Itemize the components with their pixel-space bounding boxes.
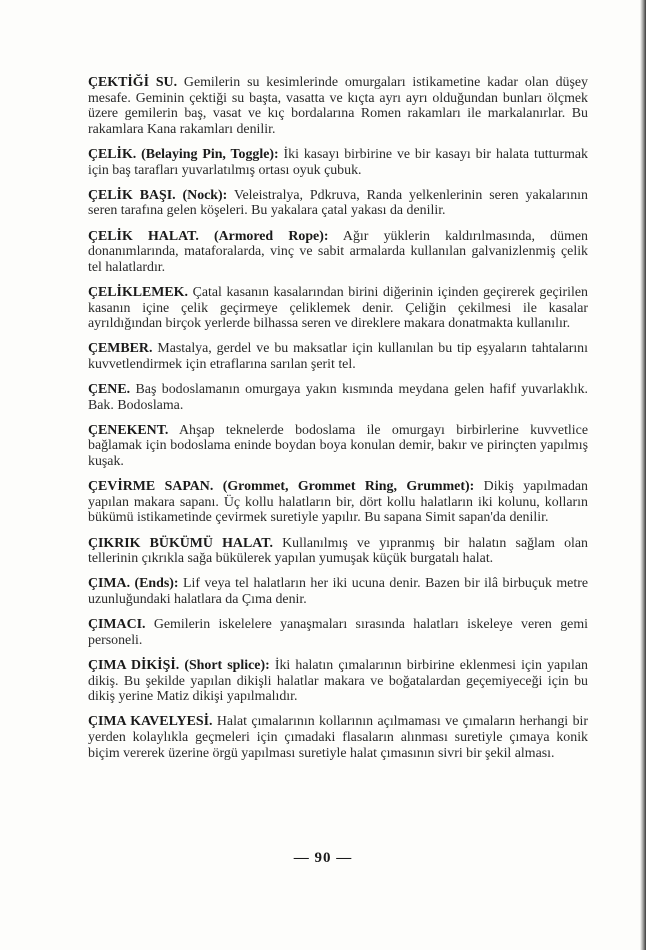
entry-cevirme-sapan bbox=[88, 479, 588, 526]
entry-cember bbox=[88, 341, 588, 372]
entry-cikrik-bukumu-halat bbox=[88, 536, 588, 567]
entry-term: ÇEKTİĞİ SU. bbox=[88, 75, 178, 90]
entry-term: ÇIKRIK BÜKÜMÜ HALAT. bbox=[88, 535, 273, 551]
entry-definition: Çatal kasanın kasalarından birini diğerinin içinden geçirerek geçirilen kasanın içine çelik geçirmeye çeliklemek denir. Çeliğin çekilmesi ile kasalar ayrıldığından birçok yerlerde bilhassa seren ve direklere makara donatmakta kullanılır. bbox=[88, 284, 588, 332]
entry-cektigi-su bbox=[88, 75, 588, 137]
entry-term: ÇIMA KAVELYESİ. bbox=[88, 714, 213, 730]
entry-definition: Lif veya tel halatların her iki ucuna denir. Bazen bir ilâ birbuçuk metre uzunluğundaki halatlara da Çıma denir. bbox=[88, 576, 589, 607]
entry-definition: Gemilerin iskelelere yanaşmaları sırasında halatları iskeleye veren gemi personeli. bbox=[88, 617, 588, 648]
entries-column bbox=[88, 75, 588, 771]
entry-term: ÇEMBER. bbox=[88, 341, 153, 357]
entry-definition: Ağır yüklerin kaldırılmasında, dümen donanımlarında, mataforalarda, vinç ve sabit armalarda kullanılan galvanizlenmiş çelik tel halatlardır. bbox=[88, 228, 588, 275]
entry-celiklemek bbox=[88, 285, 588, 332]
entry-term: ÇENEKENT. bbox=[88, 422, 169, 438]
page-edge-shadow bbox=[640, 0, 646, 950]
entry-term: ÇEVİRME SAPAN. (Grommet, Grommet Ring, Grummet): bbox=[88, 479, 475, 495]
entry-cimaci bbox=[88, 617, 588, 648]
entry-cima-kavelyesi bbox=[88, 714, 588, 761]
entry-cene bbox=[88, 382, 588, 413]
entry-term: ÇIMA DİKİŞİ. (Short splice): bbox=[88, 657, 270, 673]
entry-definition: Kullanılmış ve yıpranmış bir halatın sağlam olan tellerinin çıkrıkla sağa bükülerek yapılan yumuşak küçük burgatalı halat. bbox=[88, 535, 588, 567]
entry-definition: Veleistralya, Pdkruva, Randa yelkenlerinin seren yakalarının seren tarafına gelen köşeleri. Bu yakalara çatal yakası da denilir. bbox=[88, 187, 588, 219]
entry-term: ÇIMACI. bbox=[88, 617, 146, 633]
entry-definition: İki kasayı birbirine ve bir kasayı bir halata tutturmak için baş tarafları yuvarlatılmış ortası oyuk çubuk. bbox=[88, 146, 588, 178]
entry-term: ÇELİKLEMEK. bbox=[88, 284, 188, 300]
entry-definition: Mastalya, gerdel ve bu maksatlar için kullanılan bu tip eşyaların tahtalarını kuvvetlendirmek için etraflarına sarılan şerit tel. bbox=[88, 341, 588, 372]
entry-term: ÇIMA. (Ends): bbox=[88, 576, 179, 592]
entry-cenekent bbox=[88, 423, 588, 470]
page-number: — 90 — bbox=[293, 850, 353, 866]
entry-definition: Dikiş yapılmadan yapılan makara sapanı. Üç kollu halatların bir, dört kollu halatların iki kolunu, kolların bükümü istikametinde çevirmek suretiyle yapılır. Bu sapana Simit sapan'da denilir. bbox=[88, 479, 588, 526]
entry-definition: Gemilerin su kesimlerinde omurgaları istikametine kadar olan düşey mesafe. Geminin çektiği su başta, vasatta ve kıçta ayrı ayrı olduğundan bunları ölçmek üzere gemilerin baş, vasat ve kıç bordalarına Romen rakamları ile markalanırlar. Bu rakamlara Kana rakamları denilir. bbox=[88, 75, 588, 137]
entry-definition: Baş bodoslamanın omurgaya yakın kısmında meydana gelen hafif yuvarlaklık. Bak. Bodoslama. bbox=[88, 382, 588, 413]
entry-definition: Ahşap teknelerde bodoslama ile omurgayı birbirlerine kuvvetlice bağlamak için bodoslama eninde boydan boya konulan demir, bakır ve pirinçten yapılmış kuşak. bbox=[88, 422, 588, 470]
entry-celik bbox=[88, 147, 588, 178]
entry-cima-dikisi bbox=[88, 658, 588, 705]
entry-term: ÇELİK BAŞI. (Nock): bbox=[88, 187, 228, 203]
entry-definition: Halat çımalarının kollarının açılmaması ve çımaların herhangi bir yerden kolaylıkla geçmeleri için çımadaki flasaların alınması suretiyle çımaya konik biçim vererek üzerine örgü yapılması suretiyle halat çımasının sivri bir şekil alması. bbox=[88, 714, 588, 761]
entry-term: ÇELİK HALAT. (Armored Rope): bbox=[88, 228, 329, 244]
entry-term: ÇENE. bbox=[88, 382, 131, 398]
entry-celik-halat bbox=[88, 229, 588, 276]
entry-cima bbox=[88, 576, 588, 607]
entry-celik-basi bbox=[88, 188, 588, 219]
entry-term: ÇELİK. (Belaying Pin, Toggle): bbox=[88, 146, 279, 162]
entry-definition: İki halatın çımalarının birbirine eklenmesi için yapılan dikiş. Bu şekilde yapılan dikişli halatlar makara ve boğatalardan geçemiyeceği için bu dikiş yerine Matiz dikişi yapılmalıdır. bbox=[88, 657, 588, 705]
